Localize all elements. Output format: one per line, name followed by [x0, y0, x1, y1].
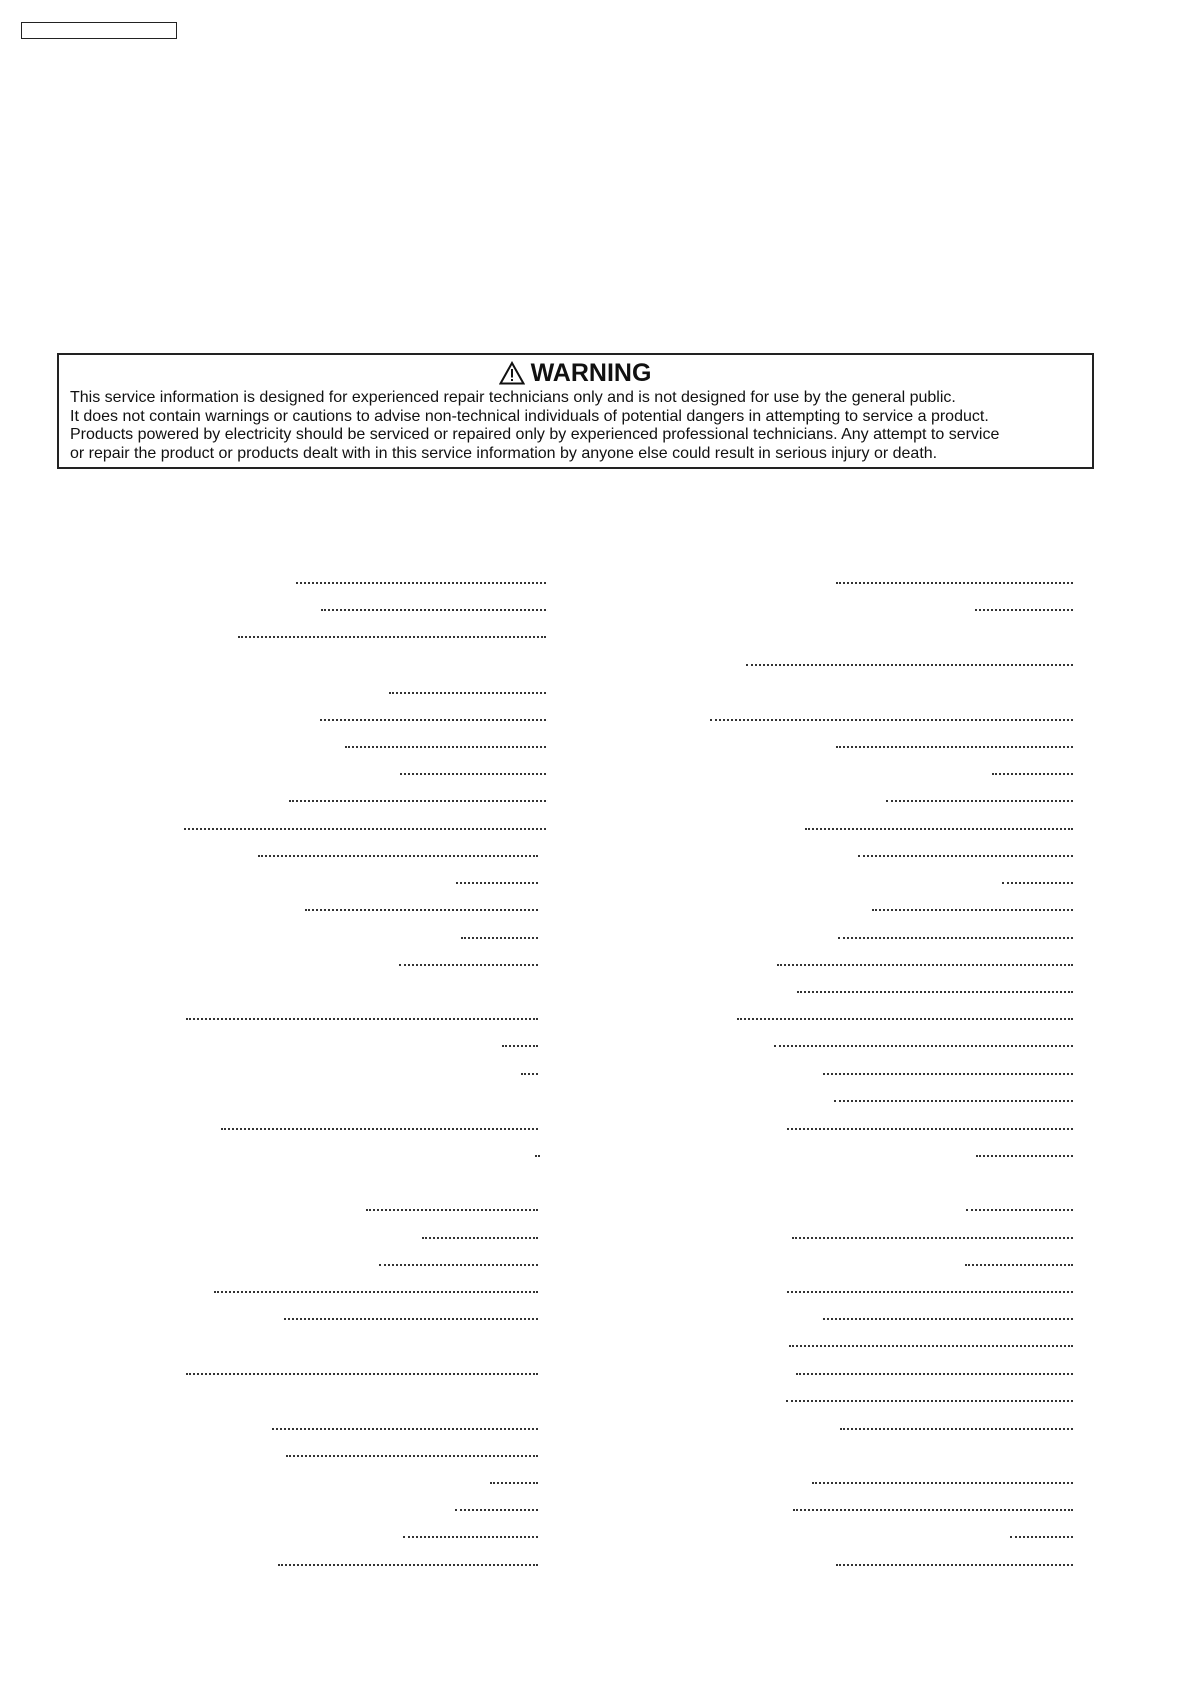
- toc-leader: [490, 1482, 538, 1484]
- toc-leader: [461, 937, 538, 939]
- toc-leader: [787, 1128, 1073, 1130]
- toc-leader: [796, 1373, 1073, 1375]
- toc-leader: [286, 1455, 538, 1457]
- warning-line-4: or repair the product or products dealt with in this service information by anyone else could result in serious injury or death.: [70, 444, 938, 462]
- toc-leader: [886, 800, 1073, 802]
- toc-leader: [389, 692, 546, 694]
- toc-leader: [238, 636, 546, 638]
- toc-leader: [455, 1509, 538, 1511]
- warning-triangle-icon: [499, 361, 525, 385]
- toc-leader: [403, 1536, 538, 1538]
- toc-leader: [305, 909, 538, 911]
- toc-leader: [422, 1237, 538, 1239]
- toc-leader: [797, 991, 1073, 993]
- toc-leader: [836, 582, 1073, 584]
- toc-leader: [789, 1345, 1073, 1347]
- toc-leader: [823, 1318, 1073, 1320]
- warning-title: WARNING: [530, 359, 652, 387]
- warning-line-2: It does not contain warnings or cautions to advise non-technical individuals of potential dangers in attempting to service a product.: [70, 407, 989, 425]
- toc-leader: [379, 1264, 538, 1266]
- toc-leader: [272, 1428, 538, 1430]
- toc-leader: [1010, 1536, 1073, 1538]
- toc-leader: [836, 746, 1073, 748]
- warning-heading: [70, 357, 1080, 389]
- toc-leader: [737, 1018, 1073, 1020]
- toc-leader: [774, 1045, 1073, 1047]
- toc-leader: [823, 1073, 1073, 1075]
- toc-leader: [746, 664, 1073, 666]
- warning-line-3: Products powered by electricity should be serviced or repaired only by experienced professional technicians. Any attempt to service: [70, 426, 1000, 443]
- toc-leader: [184, 828, 546, 830]
- toc-leader: [787, 1291, 1073, 1293]
- toc-leader: [320, 719, 546, 721]
- toc-leader: [965, 1264, 1073, 1266]
- toc-leader: [1002, 882, 1073, 884]
- warning-box: [57, 353, 1094, 469]
- toc-leader: [975, 609, 1073, 611]
- toc-leader: [502, 1045, 538, 1047]
- toc-leader: [836, 1564, 1073, 1566]
- toc-leader: [345, 746, 546, 748]
- toc-leader: [296, 582, 546, 584]
- toc-leader: [366, 1209, 538, 1211]
- toc-leader: [214, 1291, 538, 1293]
- toc-leader: [976, 1155, 1073, 1157]
- toc-leader: [278, 1564, 538, 1566]
- toc-leader: [710, 719, 1073, 721]
- toc-leader: [812, 1482, 1073, 1484]
- toc-leader: [400, 773, 546, 775]
- toc-leader: [289, 800, 546, 802]
- toc-leader: [872, 909, 1073, 911]
- document-id-box: [21, 22, 177, 39]
- warning-line-1: This service information is designed for experienced repair technicians only and is not designed for use by the general public.: [70, 389, 956, 406]
- toc-leader: [221, 1128, 538, 1130]
- toc-leader: [399, 964, 538, 966]
- toc-leader: [258, 855, 538, 857]
- toc-leader: [456, 882, 538, 884]
- toc-leader: [792, 1237, 1073, 1239]
- toc-leader: [521, 1073, 538, 1075]
- toc-leader: [321, 609, 546, 611]
- toc-leader: [840, 1428, 1073, 1430]
- toc-leader: [186, 1373, 538, 1375]
- toc-leader: [992, 773, 1073, 775]
- toc-leader: [777, 964, 1073, 966]
- toc-leader: [284, 1318, 538, 1320]
- toc-leader: [793, 1509, 1073, 1511]
- toc-leader: [186, 1018, 538, 1020]
- toc-leader: [786, 1400, 1073, 1402]
- toc-leader: [966, 1209, 1073, 1211]
- toc-leader: [535, 1155, 538, 1157]
- toc-leader: [834, 1100, 1073, 1102]
- toc-leader: [858, 855, 1073, 857]
- toc-leader: [805, 828, 1073, 830]
- toc-leader: [838, 937, 1073, 939]
